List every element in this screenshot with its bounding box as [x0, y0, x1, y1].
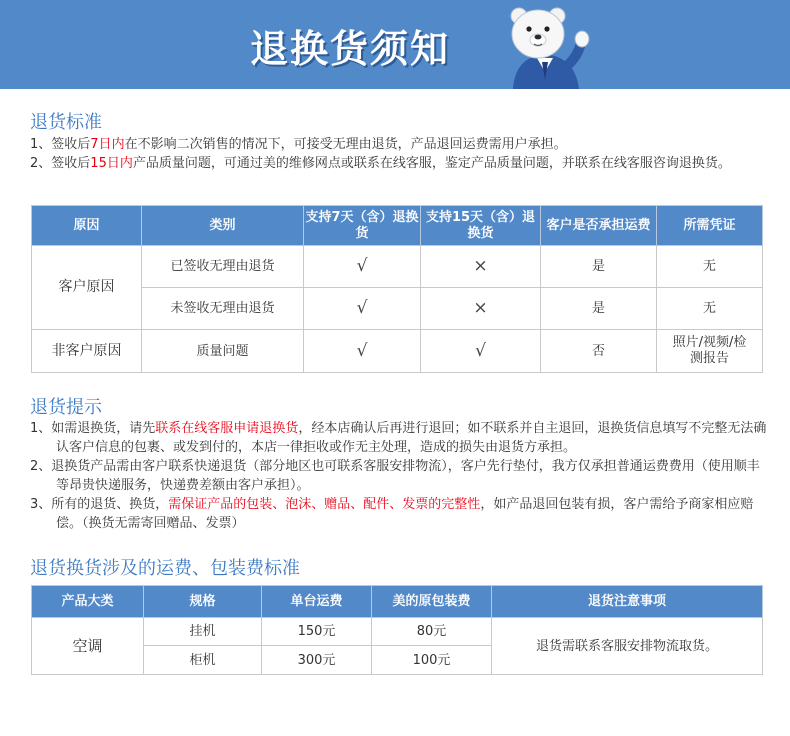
reason-non-customer: 非客户原因: [32, 330, 142, 373]
return-tip-item-2: 2、退换货产品需由客户联系快递退货（部分地区也可联系客服安排物流），客户先行垫付，我方仅承担普通运费费用（使用顺丰等昂贵快递服务，快递费差额由客户承担）。: [30, 459, 760, 493]
category-cell: 未签收无理由退货: [142, 288, 304, 330]
column-header: 所需凭证: [657, 206, 763, 246]
return-note-cell: 退货需联系客服安排物流取货。: [492, 618, 763, 675]
return-tips-text: [30, 419, 770, 533]
column-header: 产品大类: [32, 586, 144, 618]
column-header: 单台运费: [262, 586, 372, 618]
freight-cell: 否: [541, 330, 657, 373]
column-header: 支持15天（含）退换货: [421, 206, 541, 246]
column-header: 美的原包装费: [372, 586, 492, 618]
proof-cell: 无: [657, 246, 763, 288]
freight-cell: 是: [541, 246, 657, 288]
freight-cell: 是: [541, 288, 657, 330]
return-standard-item-2: 2、签收后15日内产品质量问题，可通过美的维修网点或联系在线客服，鉴定产品质量问题，并联系在线客服咨询退换货。: [30, 156, 731, 171]
return-policy-table: [31, 205, 763, 373]
reason-customer: 客户原因: [32, 246, 142, 330]
cross-mark-15day: ×: [421, 246, 541, 288]
column-header: 类别: [142, 206, 304, 246]
return-tip-item-3: 3、所有的退货、换货，需保证产品的包装、泡沫、赠品、配件、发票的完整性，如产品退回包装有损，客户需给予商家相应赔偿。（换货无需寄回赠品、发票）: [30, 497, 754, 531]
freight-fee-cell: 300元: [262, 646, 372, 675]
spec-cell: 挂机: [144, 618, 262, 646]
table-row: [32, 618, 763, 646]
return-tip-item-1: 1、如需退换货，请先联系在线客服申请退换货，经本店确认后再进行退回；如不联系并自主退回，退换货信息填写不完整无法确认客户信息的包裹、或发到付的，本店一律拒收或作无主处理，造成的损失由退货方承担。: [30, 421, 767, 455]
check-mark-15day: √: [421, 330, 541, 373]
return-standard-text: [30, 135, 770, 173]
category-cell: 质量问题: [142, 330, 304, 373]
page-title: 退换货须知: [249, 27, 450, 71]
return-standard-item-1: 1、签收后7日内在不影响二次销售的情况下，可接受无理由退货，产品退回运费需用户承担。: [30, 137, 567, 152]
table-row: [32, 288, 763, 330]
column-header: 退货注意事项: [492, 586, 763, 618]
product-category-cell: 空调: [32, 618, 144, 675]
column-header: 规格: [144, 586, 262, 618]
fee-standard-table: [31, 585, 763, 675]
spec-cell: 柜机: [144, 646, 262, 675]
column-header: 客户是否承担运费: [541, 206, 657, 246]
table-row: [32, 330, 763, 373]
category-cell: 已签收无理由退货: [142, 246, 304, 288]
table-header-row: [32, 586, 763, 618]
section-title-return-tips: 退货提示: [30, 397, 102, 418]
column-header: 支持7天（含）退换货: [304, 206, 421, 246]
table-header-row: [32, 206, 763, 246]
freight-fee-cell: 150元: [262, 618, 372, 646]
table-row: [32, 246, 763, 288]
section-title-fee-standard: 退货换货涉及的运费、包装费标准: [30, 558, 300, 579]
section-title-return-standard: 退货标准: [30, 112, 102, 133]
polar-bear-mascot-icon: [495, 2, 595, 89]
packaging-fee-cell: 80元: [372, 618, 492, 646]
cross-mark-15day: ×: [421, 288, 541, 330]
column-header: 原因: [32, 206, 142, 246]
packaging-fee-cell: 100元: [372, 646, 492, 675]
proof-cell: 照片/视频/检测报告: [657, 330, 763, 373]
proof-cell: 无: [657, 288, 763, 330]
check-mark-7day: √: [304, 330, 421, 373]
header-banner: [0, 0, 790, 89]
check-mark-7day: √: [304, 288, 421, 330]
check-mark-7day: √: [304, 246, 421, 288]
